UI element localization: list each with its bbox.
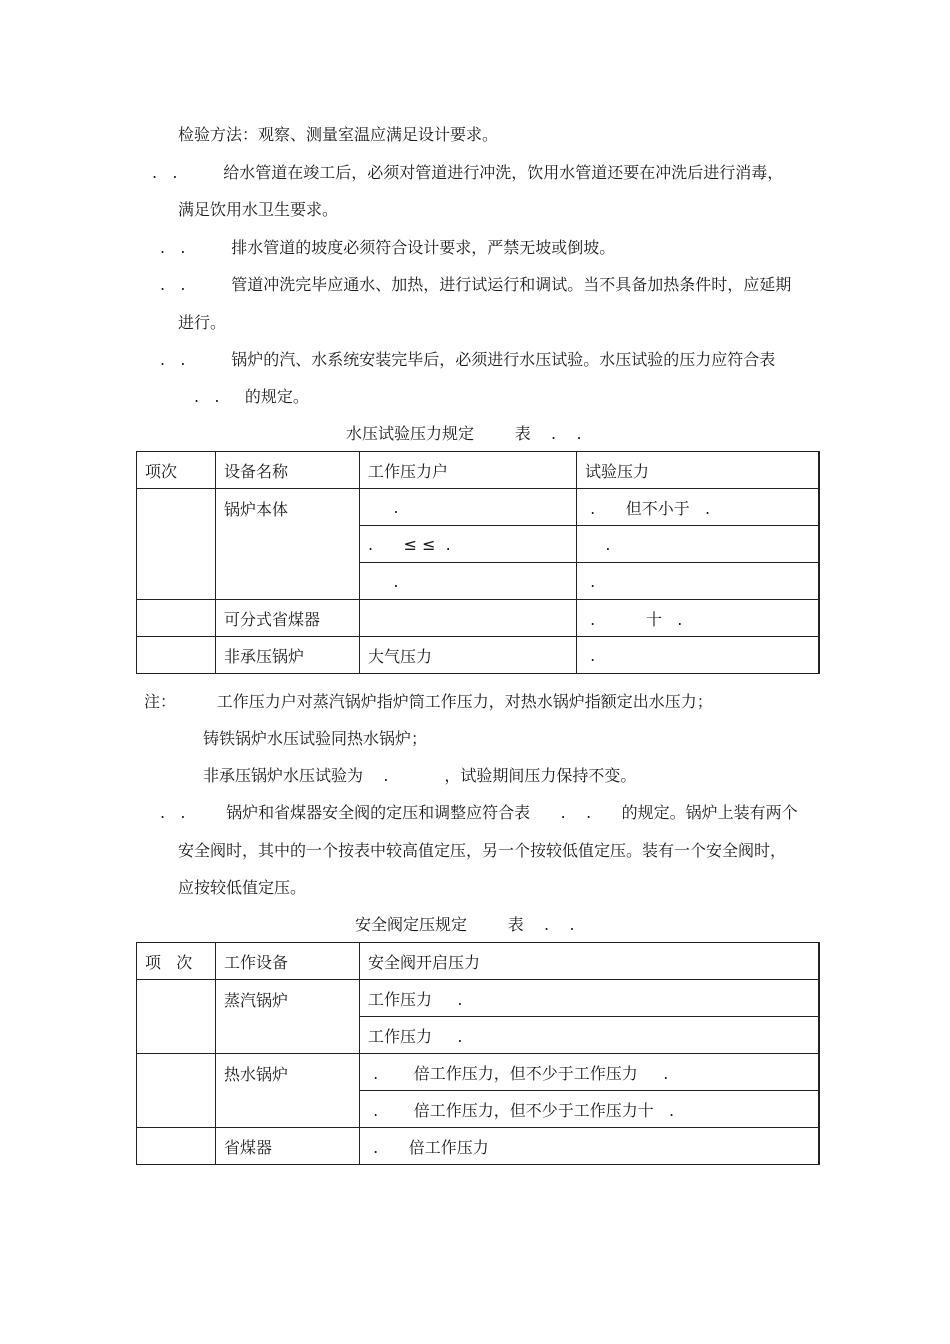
table-cell: 热水锅炉 bbox=[216, 1054, 360, 1128]
header-cell: 设备名称 bbox=[216, 452, 360, 489]
note-line: 注： 工作压力户对蒸汽锅炉指炉筒工作压力，对热水锅炉指额定出水压力； bbox=[144, 692, 713, 711]
table-cell: . 但不小于 . bbox=[577, 489, 819, 526]
text-line: 检验方法：观察、测量室温应满足设计要求。 bbox=[178, 125, 499, 144]
table-row bbox=[137, 1128, 819, 1165]
table-cell: 工作压力 . bbox=[360, 1017, 819, 1054]
note-line: 非承压锅炉水压试验为 . ，试验期间压力保持不变。 bbox=[203, 766, 637, 785]
header-cell: 项次 bbox=[137, 452, 216, 489]
table-cell: 工作压力 . bbox=[360, 980, 819, 1017]
text-line: . . 锅炉的汽、水系统安装完毕后，必须进行水压试验。水压试验的压力应符合表 bbox=[160, 350, 776, 369]
text-line: 进行。 bbox=[178, 313, 227, 332]
table-cell bbox=[137, 980, 216, 1054]
table-cell bbox=[137, 489, 216, 600]
table-cell: . 倍工作压力，但不少于工作压力 . bbox=[360, 1054, 819, 1091]
text-line: . . 锅炉和省煤器安全阀的定压和调整应符合表 . . 的规定。锅炉上装有两个 bbox=[160, 803, 798, 822]
table-cell: . 倍工作压力，但不少于工作压力十 . bbox=[360, 1091, 819, 1128]
note-line: 铸铁锅炉水压试验同热水锅炉； bbox=[203, 729, 428, 748]
text-line: . . 给水管道在竣工后，必须对管道进行冲洗，饮用水管道还要在冲洗后进行消毒， bbox=[152, 163, 784, 182]
table-row bbox=[137, 980, 819, 1017]
table-row bbox=[137, 1054, 819, 1091]
header-cell: 工作压力户 bbox=[360, 452, 577, 489]
text-line: . . 的规定。 bbox=[194, 387, 309, 406]
table-cell: 非承压锅炉 bbox=[216, 637, 360, 674]
text-line: . . 排水管道的坡度必须符合设计要求，严禁无坡或倒坡。 bbox=[160, 238, 616, 257]
text-line: 安全阀时，其中的一个按表中较高值定压，另一个按较低值定压。装有一个安全阀时， bbox=[178, 841, 787, 860]
table-cell bbox=[137, 600, 216, 637]
table-cell: 锅炉本体 bbox=[216, 489, 360, 600]
table-cell: 省煤器 bbox=[216, 1128, 360, 1165]
pressure-test-table bbox=[136, 451, 820, 674]
table-cell: . ≤ ≤ . bbox=[360, 526, 577, 563]
table-cell bbox=[137, 1054, 216, 1128]
table-row bbox=[137, 600, 819, 637]
table-cell: . bbox=[360, 563, 577, 600]
safety-valve-table bbox=[136, 942, 820, 1165]
table-cell bbox=[360, 600, 577, 637]
table-cell bbox=[137, 637, 216, 674]
text-line: 应按较低值定压。 bbox=[178, 878, 307, 897]
header-cell: 项 次 bbox=[137, 943, 216, 980]
table-caption: 水压试验压力规定 表 . . bbox=[346, 424, 582, 443]
table-row bbox=[137, 637, 819, 674]
text-line: . . 管道冲洗完毕应通水、加热，进行试运行和调试。当不具备加热条件时，应延期 bbox=[160, 275, 792, 294]
text-line: 满足饮用水卫生要求。 bbox=[178, 200, 339, 219]
header-cell: 安全阀开启压力 bbox=[360, 943, 819, 980]
table-cell: . 倍工作压力 bbox=[360, 1128, 819, 1165]
table-cell: . bbox=[577, 637, 819, 674]
table-caption: 安全阀定压规定 表 . . bbox=[355, 915, 575, 934]
header-cell: 试验压力 bbox=[577, 452, 819, 489]
table-cell bbox=[137, 1128, 216, 1165]
table-cell: . 十 . bbox=[577, 600, 819, 637]
table-cell: 大气压力 bbox=[360, 637, 577, 674]
table-cell: 可分式省煤器 bbox=[216, 600, 360, 637]
table-header-row bbox=[137, 943, 819, 980]
table-cell: . bbox=[360, 489, 577, 526]
table-cell: 蒸汽锅炉 bbox=[216, 980, 360, 1054]
header-cell: 工作设备 bbox=[216, 943, 360, 980]
table-header-row bbox=[137, 452, 819, 489]
table-cell: . bbox=[577, 526, 819, 563]
table-cell: . bbox=[577, 563, 819, 600]
table-row bbox=[137, 489, 819, 526]
